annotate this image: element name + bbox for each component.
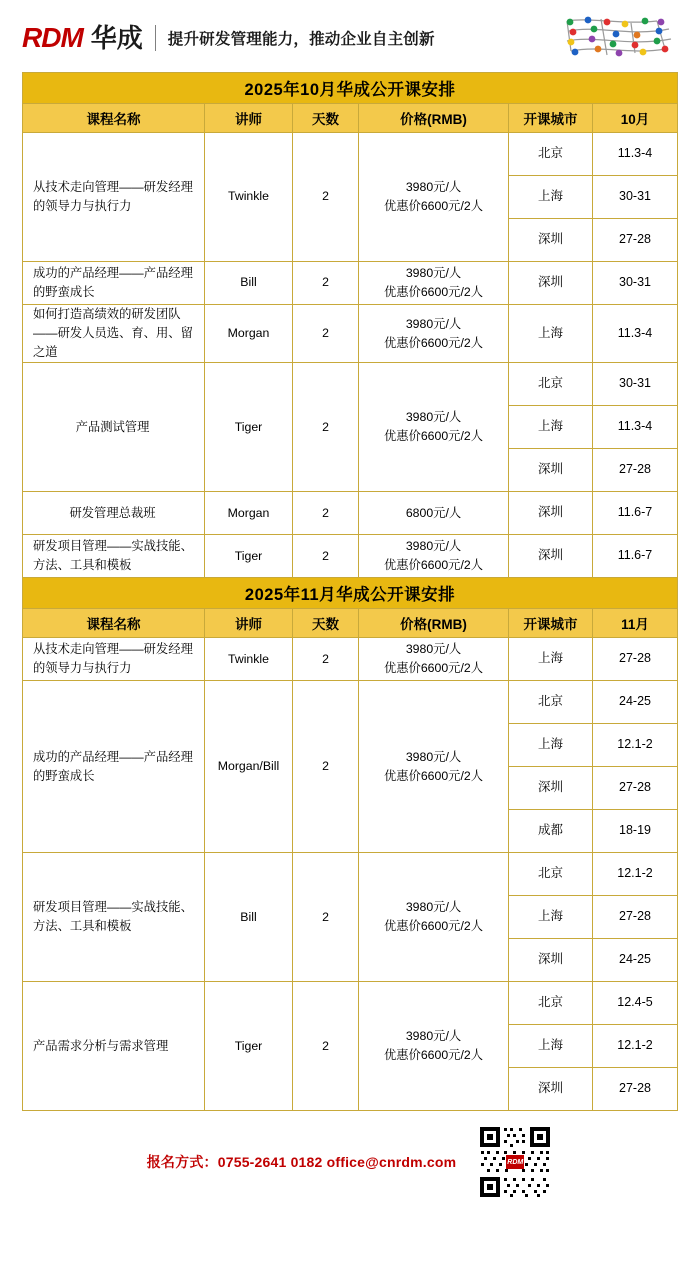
column-header: 讲师: [205, 609, 293, 638]
session-date: 30-31: [593, 262, 678, 305]
course-name: 研发项目管理——实战技能、方法、工具和模板: [23, 853, 205, 982]
price-cell: [359, 133, 509, 262]
course-name: 成功的产品经理——产品经理的野蛮成长: [23, 262, 205, 305]
session-date: 27-28: [593, 767, 678, 810]
price-discount: 优惠价6600元/2人: [383, 335, 484, 350]
days-count: 2: [293, 853, 359, 982]
session-date: 11.3-4: [593, 305, 678, 363]
table-row: [23, 363, 678, 406]
session-date: 18-19: [593, 810, 678, 853]
column-header: 天数: [293, 104, 359, 133]
section-banner-row: [23, 73, 678, 104]
price-cell: [359, 982, 509, 1111]
course-name: 研发项目管理——实战技能、方法、工具和模板: [23, 535, 205, 578]
course-name: 成功的产品经理——产品经理的野蛮成长: [23, 681, 205, 853]
session-date: 11.3-4: [593, 406, 678, 449]
instructor-name: Twinkle: [205, 638, 293, 681]
session-date: 12.4-5: [593, 982, 678, 1025]
instructor-name: Tiger: [205, 535, 293, 578]
logo-rdm-text: RDM: [22, 22, 83, 53]
days-count: 2: [293, 262, 359, 305]
session-date: 30-31: [593, 363, 678, 406]
price-standard: 3980元/人: [405, 642, 462, 657]
price-standard: 3980元/人: [405, 539, 462, 554]
instructor-name: Bill: [205, 262, 293, 305]
price-cell: [359, 681, 509, 853]
session-date: 27-28: [593, 219, 678, 262]
session-date: 27-28: [593, 638, 678, 681]
column-header-row: [23, 609, 678, 638]
logo-chinese-text: 华成: [90, 23, 143, 53]
price-cell: [359, 262, 509, 305]
column-header: 价格(RMB): [359, 104, 509, 133]
city-name: 深圳: [509, 535, 593, 578]
section-banner: 2025年11月华成公开课安排: [23, 578, 678, 609]
column-header: 天数: [293, 609, 359, 638]
city-name: 上海: [509, 1025, 593, 1068]
price-cell: [359, 535, 509, 578]
city-name: 成都: [509, 810, 593, 853]
table-row: [23, 638, 678, 681]
city-name: 深圳: [509, 939, 593, 982]
instructor-name: Tiger: [205, 363, 293, 492]
brand-logo: [22, 24, 143, 52]
days-count: 2: [293, 535, 359, 578]
table-row: [23, 853, 678, 896]
table-row: [23, 982, 678, 1025]
price-cell: [359, 363, 509, 492]
page-header: [0, 0, 699, 72]
column-header: 10月: [593, 104, 678, 133]
course-name: 研发管理总裁班: [23, 492, 205, 535]
course-name: 产品需求分析与需求管理: [23, 982, 205, 1111]
instructor-name: Twinkle: [205, 133, 293, 262]
course-name: 从技术走向管理——研发经理的领导力与执行力: [23, 133, 205, 262]
instructor-name: Morgan: [205, 305, 293, 363]
city-name: 上海: [509, 406, 593, 449]
table-row: [23, 133, 678, 176]
course-schedule-table: [22, 72, 678, 1111]
city-name: 深圳: [509, 767, 593, 810]
table-row: [23, 681, 678, 724]
city-name: 深圳: [509, 1068, 593, 1111]
city-name: 上海: [509, 638, 593, 681]
column-header-row: [23, 104, 678, 133]
column-header: 开课城市: [509, 609, 593, 638]
price-discount: 优惠价6600元/2人: [383, 285, 484, 299]
price-discount: 优惠价6600元/2人: [383, 1048, 484, 1063]
price-standard: 3980元/人: [405, 749, 462, 764]
session-date: 12.1-2: [593, 853, 678, 896]
city-name: 上海: [509, 896, 593, 939]
session-date: 11.6-7: [593, 535, 678, 578]
table-row: [23, 492, 678, 535]
schedule-table-container: [0, 72, 699, 1111]
price-cell: [359, 853, 509, 982]
days-count: 2: [293, 681, 359, 853]
header-tagline: 提升研发管理能力，推动企业自主创新: [167, 31, 435, 48]
dna-network-graphic-icon: [561, 15, 681, 61]
days-count: 2: [293, 982, 359, 1111]
price-standard: 6800元/人: [405, 505, 462, 520]
price-cell: [359, 492, 509, 535]
price-discount: 优惠价6600元/2人: [383, 429, 484, 444]
instructor-name: Tiger: [205, 982, 293, 1111]
price-discount: 优惠价6600元/2人: [383, 558, 484, 573]
city-name: 上海: [509, 724, 593, 767]
price-standard: 3980元/人: [405, 900, 462, 915]
city-name: 深圳: [509, 219, 593, 262]
session-date: 30-31: [593, 176, 678, 219]
price-standard: 3980元/人: [405, 410, 462, 425]
column-header: 课程名称: [23, 609, 205, 638]
session-date: 27-28: [593, 896, 678, 939]
price-discount: 优惠价6600元/2人: [383, 199, 484, 213]
table-row: [23, 305, 678, 363]
days-count: 2: [293, 133, 359, 262]
days-count: 2: [293, 492, 359, 535]
session-date: 12.1-2: [593, 724, 678, 767]
column-header: 11月: [593, 609, 678, 638]
days-count: 2: [293, 305, 359, 363]
page-footer: [0, 1111, 699, 1209]
course-name: 产品测试管理: [23, 363, 205, 492]
contact-info: 报名方式：0755-2641 0182 office@cnrdm.com: [146, 1154, 457, 1171]
column-header: 课程名称: [23, 104, 205, 133]
instructor-name: Morgan/Bill: [205, 681, 293, 853]
section-banner-row: [23, 578, 678, 609]
city-name: 上海: [509, 305, 593, 363]
city-name: 上海: [509, 176, 593, 219]
price-standard: 3980元/人: [405, 316, 462, 331]
section-banner: 2025年10月华成公开课安排: [23, 73, 678, 104]
header-divider: [155, 25, 156, 51]
session-date: 27-28: [593, 449, 678, 492]
session-date: 11.6-7: [593, 492, 678, 535]
instructor-name: Morgan: [205, 492, 293, 535]
table-row: [23, 535, 678, 578]
price-cell: [359, 305, 509, 363]
column-header: 价格(RMB): [359, 609, 509, 638]
session-date: 12.1-2: [593, 1025, 678, 1068]
city-name: 北京: [509, 853, 593, 896]
column-header: 讲师: [205, 104, 293, 133]
city-name: 深圳: [509, 492, 593, 535]
price-discount: 优惠价6600元/2人: [383, 661, 484, 676]
price-standard: 3980元/人: [405, 1029, 462, 1044]
qr-logo: RDM: [506, 1155, 524, 1169]
city-name: 深圳: [509, 262, 593, 305]
price-cell: [359, 638, 509, 681]
days-count: 2: [293, 363, 359, 492]
city-name: 北京: [509, 363, 593, 406]
price-standard: 3980元/人: [405, 179, 462, 194]
city-name: 北京: [509, 982, 593, 1025]
city-name: 北京: [509, 133, 593, 176]
price-standard: 3980元/人: [405, 265, 462, 280]
session-date: 24-25: [593, 681, 678, 724]
course-name: 从技术走向管理——研发经理的领导力与执行力: [23, 638, 205, 681]
session-date: 11.3-4: [593, 133, 678, 176]
course-name: 如何打造高绩效的研发团队——研发人员选、育、用、留之道: [23, 305, 205, 363]
session-date: 24-25: [593, 939, 678, 982]
session-date: 27-28: [593, 1068, 678, 1111]
price-discount: 优惠价6600元/2人: [383, 919, 484, 934]
table-row: [23, 262, 678, 305]
city-name: 深圳: [509, 449, 593, 492]
city-name: 北京: [509, 681, 593, 724]
column-header: 开课城市: [509, 104, 593, 133]
instructor-name: Bill: [205, 853, 293, 982]
qr-code[interactable]: [478, 1125, 552, 1199]
price-discount: 优惠价6600元/2人: [383, 768, 484, 783]
days-count: 2: [293, 638, 359, 681]
